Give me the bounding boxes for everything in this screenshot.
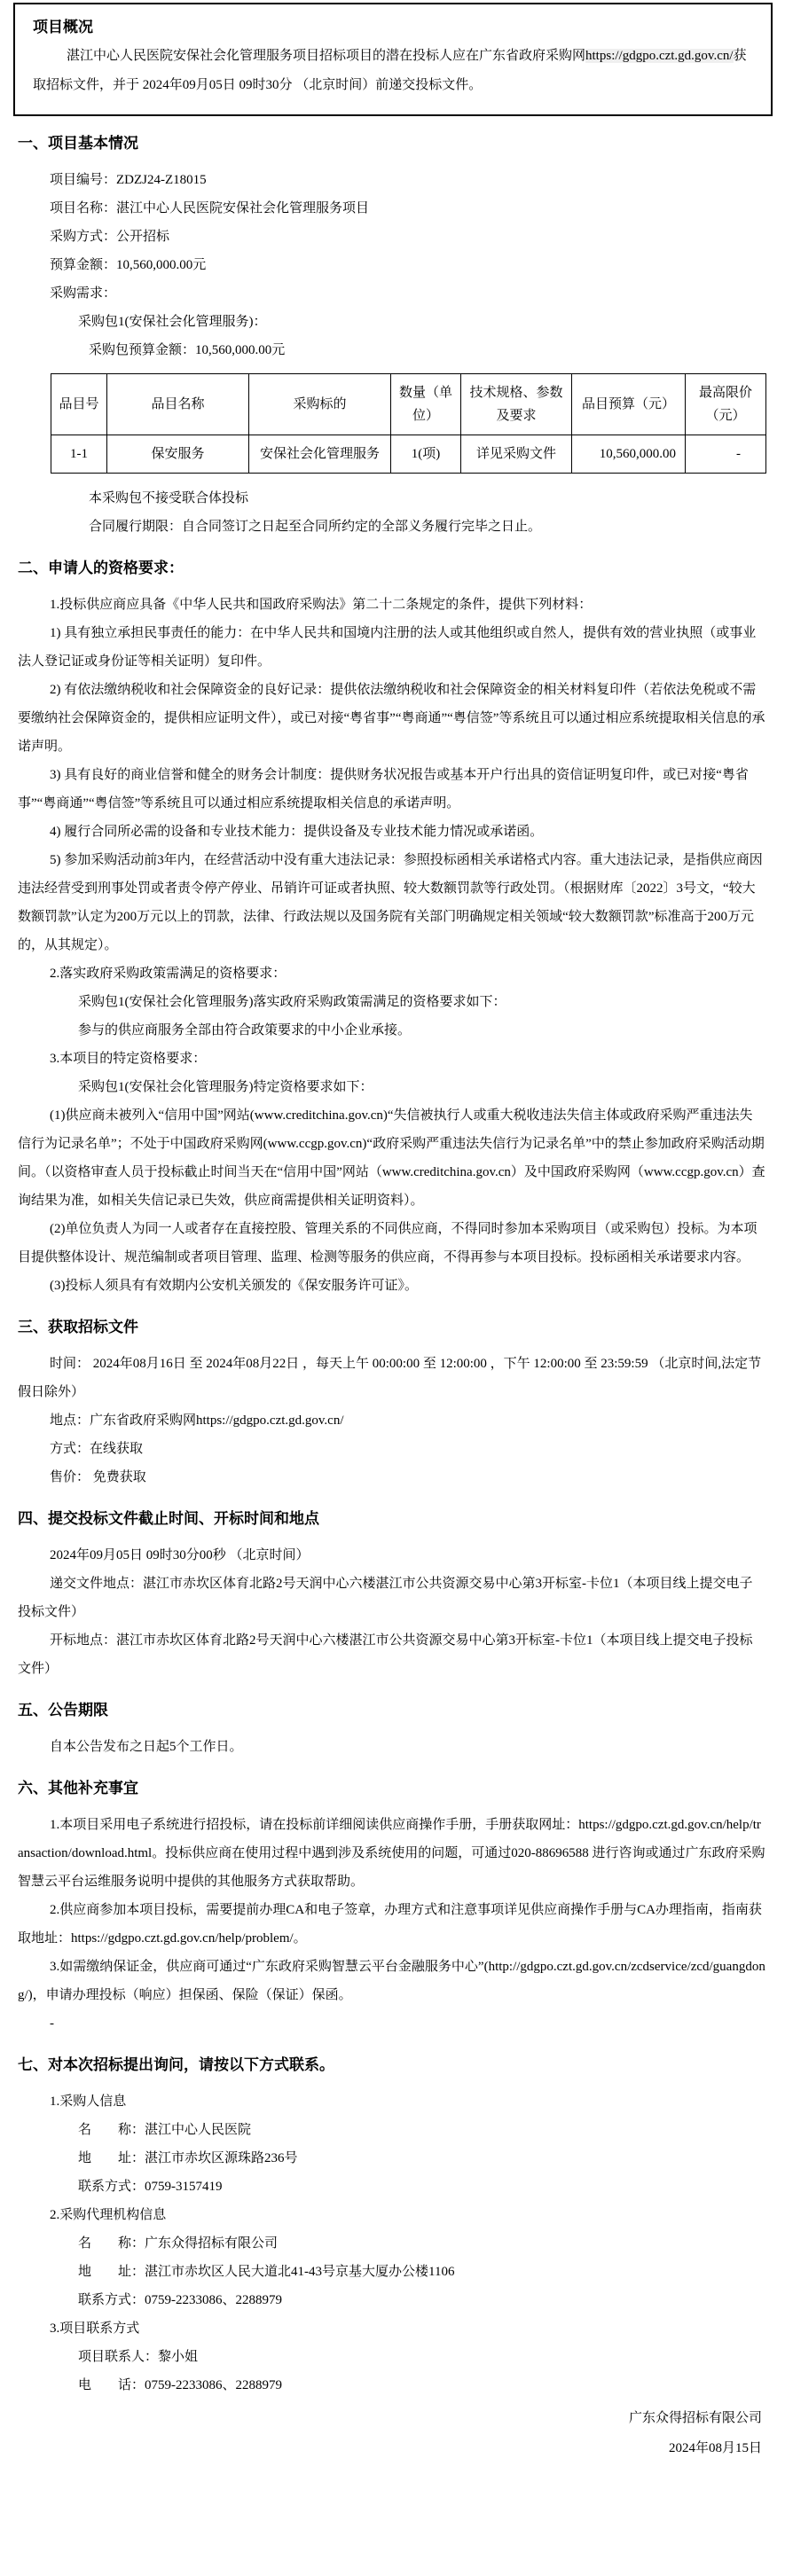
table-header-cell: 最高限价（元） (686, 374, 766, 435)
table-cell-item-no: 1-1 (51, 435, 107, 474)
paragraph: 1.本项目采用电子系统进行招投标，请在投标前详细阅读供应商操作手册，手册获取网址：https://gdgpo.czt.gd.gov.cn/help/transaction/download.html。投标供应商在使用过程中遇到涉及系统使用的问题，可通过020-88696588 进行咨询或通过广东政府采购智慧云平台运维服务说明中提供的其他服务方式获取帮助。 (18, 1818, 765, 1889)
obtain-price-line: 售价： 免费获取 (50, 1470, 146, 1484)
obtain-method-line: 方式：在线获取 (50, 1442, 144, 1456)
bid-opening-place-line: 开标地点：湛江市赤坎区体育北路2号天润中心六楼湛江市公共资源交易中心第3开标室-卡位1（本项目线上提交电子投标文件） (18, 1633, 753, 1676)
purchaser-contact-line: 联系方式：0759-3157419 (78, 2180, 223, 2194)
table-header-cell: 数量（单位） (391, 374, 461, 435)
deadline-line: 2024年09月05日 09时30分00秒 （北京时间） (50, 1548, 310, 1562)
section3-heading: 三、获取招标文件 (18, 1319, 138, 1335)
section1-heading: 一、项目基本情况 (18, 135, 138, 152)
overview-intro-before-url: 湛江中心人民医院安保社会化管理服务项目招标项目的潜在投标人应在广东省政府采购网 (67, 49, 586, 63)
table-cell-quantity: 1(项) (391, 435, 461, 474)
overview-paragraph (33, 42, 753, 100)
procurement-demand-line: 采购需求： (50, 286, 117, 301)
paragraph: (2)单位负责人为同一人或者存在直接控股、管理关系的不同供应商，不得同时参加本采购项目（或采购包）投标。为本项目提供整体设计、规范编制或者项目管理、监理、检测等服务的供应商，不得再参与本项目投标。投标函相关承诺要求内容。 (18, 1222, 758, 1265)
paragraph: 参与的供应商服务全部由符合政策要求的中小企业承接。 (78, 1023, 412, 1037)
paragraph: 2) 有依法缴纳税收和社会保障资金的良好记录：提供依法缴纳税收和社会保障资金的相关材料复印件（若依法免税或不需要缴纳社会保障资金的，提供相应证明文件），或已对接“粤省事”“粤商通”“粤信签”等系统且可以通过相应系统提取相关信息的承诺声明。 (18, 683, 765, 754)
paragraph: (3)投标人须具有有效期内公安机关颁发的《保安服务许可证》。 (50, 1279, 418, 1293)
paragraph: 采购包1(安保社会化管理服务)特定资格要求如下： (78, 1080, 373, 1094)
table-cell-budget: 10,560,000.00 (572, 435, 686, 474)
announcement-period-line: 自本公告发布之日起5个工作日。 (50, 1740, 243, 1754)
paragraph: 采购包1(安保社会化管理服务)落实政府采购政策需满足的资格要求如下： (78, 995, 506, 1009)
procurement-method-line: 采购方式：公开招标 (50, 230, 170, 244)
table-header-cell: 品目预算（元） (572, 374, 686, 435)
submission-place-line: 递交文件地点：湛江市赤坎区体育北路2号天润中心六楼湛江市公共资源交易中心第3开标室-卡位1（本项目线上提交电子投标文件） (18, 1577, 753, 1619)
table-header-cell: 品目号 (51, 374, 107, 435)
agency-contact-line: 联系方式：0759-2233086、2288979 (78, 2293, 282, 2307)
table-row (51, 435, 766, 474)
section6-heading: 六、其他补充事宜 (18, 1780, 138, 1797)
table-cell-max-price: - (686, 435, 766, 474)
paragraph: (1)供应商未被列入“信用中国”网站(www.creditchina.gov.cn)“失信被执行人或重大税收违法失信主体或政府采购严重违法失信行为记录名单”；不处于中国政府采购网(www.ccgp.gov.cn)“政府采购严重违法失信行为记录名单”中的禁止参加政府采购活动期间。（以资格审查人员于投标截止时间当天在“信用中国”网站（www.creditchina.gov.cn）及中国政府采购网（www.ccgp.gov.cn）查询结果为准，如相关失信记录已失效，供应商需提供相关证明资料）。 (18, 1108, 765, 1208)
obtain-time-line: 时间： 2024年08月16日 至 2024年08月22日 ，每天上午 00:00:00 至 12:00:00 ，下午 12:00:00 至 23:59:59 （北京时间,法定节假日除外） (18, 1357, 762, 1399)
table-cell-item-name: 保安服务 (107, 435, 249, 474)
procurement-site-url: https://gdgpo.czt.gd.gov.cn/ (585, 49, 734, 63)
project-phone-line: 电 话：0759-2233086、2288979 (78, 2378, 282, 2392)
project-name-line: 项目名称：湛江中心人民医院安保社会化管理服务项目 (50, 201, 370, 215)
paragraph: 3.如需缴纳保证金，供应商可通过“广东政府采购智慧云平台金融服务中心”(http://gdgpo.czt.gd.gov.cn/zcdservice/zcd/guangdong/)，申请办理投标（响应）担保函、保险（保证）保函。 (18, 1960, 765, 2002)
paragraph: 1.投标供应商应具备《中华人民共和国政府采购法》第二十二条规定的条件，提供下列材料： (50, 598, 593, 612)
agency-name-line: 名 称：广东众得招标有限公司 (78, 2236, 279, 2251)
paragraph: 2.落实政府采购政策需满足的资格要求： (50, 967, 287, 981)
table-header-cell: 采购标的 (249, 374, 391, 435)
section5-heading: 五、公告期限 (18, 1702, 108, 1719)
section7-heading: 七、对本次招标提出询问，请按以下方式联系。 (18, 2056, 334, 2073)
paragraph: 1) 具有独立承担民事责任的能力：在中华人民共和国境内注册的法人或其他组织或自然人，提供有效的营业执照（或事业法人登记证或身份证等相关证明）复印件。 (18, 626, 757, 669)
table-cell-subject: 安保社会化管理服务 (249, 435, 391, 474)
obtain-place-line: 地点：广东省政府采购网https://gdgpo.czt.gd.gov.cn/ (50, 1413, 344, 1428)
paragraph: 3) 具有良好的商业信誉和健全的财务会计制度：提供财务状况报告或基本开户行出具的资信证明复印件，或已对接“粤省事”“粤商通”“粤信签”等系统且可以通过相应系统提取相关信息的承诺声明。 (18, 768, 749, 810)
no-consortium-note: 本采购包不接受联合体投标 (89, 491, 249, 505)
signature-date: 2024年08月15日 (668, 2441, 762, 2455)
paragraph: 5) 参加采购活动前3年内，在经营活动中没有重大违法记录：参照投标函相关承诺格式内容。重大违法记录，是指供应商因违法经营受到刑事处罚或者责令停产停业、吊销许可证或者执照、较大数额罚款等行政处罚。（根据财库〔2022〕3号文，“较大数额罚款”认定为200万元以上的罚款，法律、行政法规以及国务院有关部门明确规定相关领域“较大数额罚款”标准高于200万元的，从其规定）。 (18, 853, 763, 952)
package-budget-line: 采购包预算金额：10,560,000.00元 (89, 343, 286, 357)
dash-line: - (50, 2016, 54, 2031)
tender-announcement-document (0, 3, 785, 2488)
paragraph: 4) 履行合同所必需的设备和专业技术能力：提供设备及专业技术能力情况或承诺函。 (50, 825, 544, 839)
paragraph: 2.供应商参加本项目投标，需要提前办理CA和电子签章，办理方式和注意事项详见供应商操作手册与CA办理指南，指南获取地址：https://gdgpo.czt.gd.gov.cn/help/problem/。 (18, 1903, 762, 1946)
project-contact-title: 3.项目联系方式 (50, 2322, 140, 2336)
section4-heading: 四、提交投标文件截止时间、开标时间和地点 (18, 1510, 319, 1527)
table-cell-spec: 详见采购文件 (461, 435, 572, 474)
signature-block (18, 2403, 765, 2488)
overview-intro-after-url: 获取招标文件，并于 2024年09月05日 09时30分 （北京时间）前递交投标文件。 (33, 49, 747, 92)
table-header-cell: 品目名称 (107, 374, 249, 435)
budget-amount-line: 预算金额：10,560,000.00元 (50, 258, 207, 272)
table-header-cell: 技术规格、参数及要求 (461, 374, 572, 435)
purchaser-address-line: 地 址：湛江市赤坎区源珠路236号 (78, 2151, 298, 2165)
package-line: 采购包1(安保社会化管理服务)： (78, 315, 267, 329)
project-number-line: 项目编号：ZDZJ24-Z18015 (50, 173, 207, 187)
document-body (0, 130, 785, 2488)
paragraph: 3.本项目的特定资格要求： (50, 1052, 207, 1066)
section2-heading: 二、申请人的资格要求： (18, 560, 184, 576)
project-contact-person-line: 项目联系人：黎小姐 (78, 2350, 199, 2364)
items-table (51, 373, 766, 474)
contract-period-note: 合同履行期限：自合同签订之日起至合同所约定的全部义务履行完毕之日止。 (89, 520, 542, 534)
purchaser-name-line: 名 称：湛江中心人民医院 (78, 2123, 252, 2137)
purchaser-info-title: 1.采购人信息 (50, 2094, 127, 2109)
overview-title: 项目概况 (33, 19, 93, 35)
project-overview-box (13, 3, 773, 116)
signature-company: 广东众得招标有限公司 (628, 2411, 762, 2425)
agency-address-line: 地 址：湛江市赤坎区人民大道北41-43号京基大厦办公楼1106 (78, 2265, 455, 2279)
agency-info-title: 2.采购代理机构信息 (50, 2208, 167, 2222)
table-header-row (51, 374, 766, 435)
